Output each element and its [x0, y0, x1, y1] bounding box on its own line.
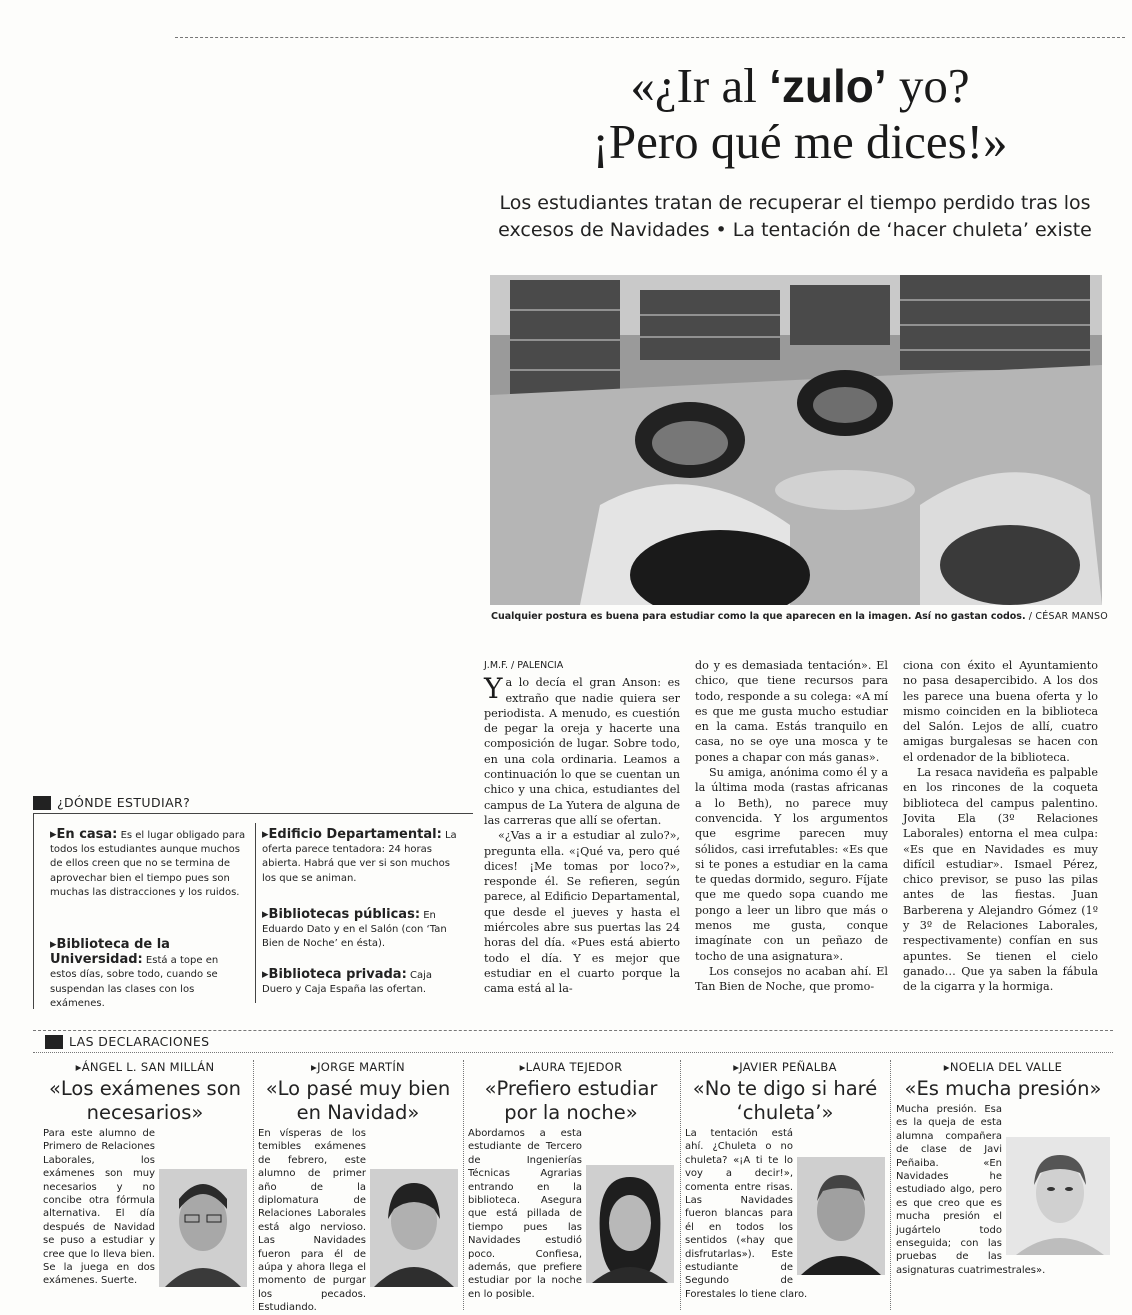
paragraph — [484, 672, 680, 828]
title-pre: «¿Ir al — [630, 58, 770, 113]
where-item-title: ▸Biblioteca privada: — [262, 967, 407, 982]
column-separator — [253, 1060, 254, 1310]
paragraph-text: a lo decía el gran Anson: es extraño que nadie quiera ser periodista. A menudo, es cuestión de pegar la oreja y hacerte una composición de lugar. Sobre todo, en una cola ordinaria. Leamos a continuación lo que se cuentan un chico y una chica, estudiantes del campus de La Yutera de alguna de las carreras que allí se ofertan. — [484, 676, 680, 827]
where-mid-rule — [255, 823, 256, 1003]
paragraph: Los consejos no acaban ahí. El Tan Bien de Noche, que promo- — [695, 964, 888, 994]
portrait-photo — [1006, 1137, 1110, 1255]
where-left-rule — [33, 813, 34, 1009]
declarations-heading-text: LAS DECLARACIONES — [69, 1034, 210, 1049]
declaration-2 — [258, 1060, 458, 1315]
declarations-rule — [33, 1052, 1113, 1053]
declaration-text: La tentación está ahí. ¿Chuleta o no chuleta? «¡A ti te lo voy a decir!», comenta entre risas. Las Navidades fueron blancas para él en todos los sentidos («hay que disfrutarlas»). Este estudiante de Segundo de Forestales lo tiene claro. — [685, 1128, 808, 1300]
article-column-1 — [484, 658, 680, 997]
portrait-photo — [586, 1165, 674, 1283]
where-item-title: ▸Biblioteca de la Universidad: — [50, 937, 170, 968]
where-rule — [33, 813, 473, 814]
subtitle-line2: excesos de Navidades • La tentación de ‘hacer chuleta’ existe — [498, 219, 1092, 241]
where-item-text: Es el lugar obligado para todos los estudiantes aunque muchos de ellos creen que no se termina de aprovechar bien el tiempo pues son muchas las distracciones y los ruidos. — [50, 830, 246, 898]
chart-icon — [33, 796, 51, 810]
where-heading-text: ¿DÓNDE ESTUDIAR? — [57, 795, 191, 810]
where-item-4 — [262, 908, 462, 952]
paragraph: Su amiga, anónima como él y a la última moda (rastas africanas a lo Beth), no parece muy convencida. Y los argumentos que esgrime parecen muy sólidos, casi irrefutables: «Es que si te pones a estudiar en la cama te quedas dormido, seguro. Fíjate que me quedo sopa cuando me pongo a leer un libro que más o menos me gusta, conque imagínate con un peñazo de tocho de una asignatura». — [695, 766, 888, 963]
column-separator — [680, 1060, 681, 1310]
title-bold: ‘zulo’ — [769, 60, 887, 112]
where-item-title: ▸Bibliotecas públicas: — [262, 907, 421, 922]
where-item-title: ▸En casa: — [50, 827, 118, 842]
where-item-text: En Eduardo Dato y en el Salón (con ‘Tan Bien de Noche’ en ésta). — [262, 910, 447, 950]
where-item-5 — [262, 968, 462, 997]
caption-credit: / CÉSAR MANSO — [1025, 611, 1108, 622]
declaration-name: ▸LAURA TEJEDOR — [519, 1060, 623, 1074]
declarations-top-rule — [33, 1030, 1113, 1031]
declaration-quote: «Prefiero estudiar por la noche» — [484, 1077, 658, 1124]
declaration-quote: «Lo pasé muy bien en Navidad» — [265, 1077, 451, 1124]
where-item-title: ▸Edificio Departamental: — [262, 827, 442, 842]
article-column-2 — [695, 658, 888, 995]
subtitle-line1: Los estudiantes tratan de recuperar el tiempo perdido tras los — [499, 192, 1091, 214]
top-rule — [175, 37, 1125, 38]
photo-caption — [491, 611, 1108, 622]
portrait-photo — [797, 1157, 885, 1275]
declaration-1 — [43, 1060, 247, 1289]
paragraph: ciona con éxito el Ayuntamiento no pasa desapercibido. A los dos les parece una buena oferta y lo mismo coinciden en la biblioteca del Salón. Lejos de allí, cuatro amigas burgalesas se hacen con el ordenador de la biblioteca. — [903, 659, 1098, 764]
declaration-name: ▸NOELIA DEL VALLE — [943, 1060, 1063, 1074]
caption-text: Cualquier postura es buena para estudiar como la que aparecen en la imagen. Así no gastan codos. — [491, 611, 1026, 622]
title-post: yo? — [886, 58, 970, 113]
column-separator — [463, 1060, 464, 1310]
paragraph: La resaca navideña es palpable en los rincones de la coqueta biblioteca del campus palentino. Jovita Ela (3º Relaciones Laborales) entorna el mea culpa: «Es que en Navidades es muy difícil estudiar». Ismael Pérez, chico previsor, se puso las pilas antes de las fiestas. Juan Barberena y Alejandro Gómez (1º y 3º de Relaciones Laborales, respectivamente) confían en sus apuntes. Se tienen el cielo ganado… Que ya saben la fábula de la cigarra y la hormiga. — [903, 766, 1098, 994]
declarations-heading — [45, 1034, 210, 1049]
where-item-2 — [50, 938, 246, 1011]
dropcap: Y — [484, 672, 503, 706]
article-subtitle — [490, 190, 1100, 244]
where-item-text: Está a tope en estos días, sobre todo, cuando se suspendan las clases con los exámenes. — [50, 955, 219, 1009]
paragraph: do y es demasiada tentación». El chico, que tiene recursos para todo, responde a su colega: «A mí es que me gusta mucho estudiar en la cama. Estás tranquilo en casa, no se oye una mosca y te pones a chapar con más ganas». — [695, 659, 888, 764]
declaration-name: ▸JORGE MARTÍN — [311, 1060, 405, 1074]
paragraph: «¿Vas a ir a estudiar al zulo?», pregunta ella. «¡Qué va, pero qué dices! ¡Me tomas por loco?», responde él. Se refieren, según parece, al Edificio Departamental, que desde el jueves y hasta el miércoles abre sus puertas las 24 horas del día. «Pues está abierto todo el día. Y es mejor que estudiar en el cuarto porque la cama está al la- — [484, 829, 680, 996]
declaration-body — [685, 1127, 885, 1301]
where-item-text: Caja Duero y Caja España las ofertan. — [262, 970, 432, 996]
declaration-body — [468, 1127, 674, 1301]
declaration-5 — [896, 1060, 1110, 1277]
declaration-text: Para este alumno de Primero de Relaciones Laborales, los exámenes son muy necesarios y no concibe otra fórmula alternativa. El día después de Navidad se puso a estudiar y cree que lo lleva bien. Se la juega en dos exámenes. Suerte. — [43, 1128, 155, 1287]
quote-icon — [45, 1035, 63, 1049]
where-item-3 — [262, 828, 462, 886]
declaration-body — [43, 1127, 247, 1288]
declaration-name: ▸JAVIER PEÑALBA — [733, 1060, 837, 1074]
where-item-text: La oferta parece tentadora: 24 horas abierta. Habrá que ver si son muchos los que se animan. — [262, 830, 457, 884]
portrait-photo — [159, 1169, 247, 1287]
declaration-text: Mucha presión. Esa es la queja de esta alumna compañera de clase de Javi Peñaiba. «En Navidades he estudiado algo, pero es que creo que es mucha presión el jugártelo todo enseguida; con las pruebas de las asignaturas cuatrimestrales». — [896, 1104, 1046, 1276]
declaration-body — [258, 1127, 458, 1315]
declaration-text: Abordamos a esta estudiante de Tercero de Ingenierías Técnicas Agrarias entrando en la biblioteca. Asegura que está pillada de tiempo pues las Navidades estudió poco. Confiesa, además, que prefiere estudiar por la noche en lo posible. — [468, 1128, 582, 1300]
declaration-name: ▸ÁNGEL L. SAN MILLÁN — [75, 1060, 215, 1074]
declaration-quote: «Es mucha presión» — [904, 1077, 1102, 1100]
declaration-quote: «Los exámenes son necesarios» — [48, 1077, 242, 1124]
column-separator — [890, 1060, 891, 1310]
declaration-quote: «No te digo si haré ‘chuleta’» — [692, 1077, 878, 1124]
declaration-body — [896, 1103, 1110, 1277]
portrait-photo — [370, 1169, 458, 1287]
declaration-4 — [685, 1060, 885, 1301]
where-heading — [33, 795, 190, 810]
where-item-1 — [50, 828, 246, 900]
library-photo — [490, 275, 1102, 605]
declaration-3 — [468, 1060, 674, 1301]
declaration-text: En vísperas de los temibles exámenes de febrero, este alumno de primer año de la diplomatura de Relaciones Laborales está algo nervioso. Las Navidades fueron para él de aúpa y ahora llega el momento de purgar los pecados. Estudiando. — [258, 1128, 366, 1314]
article-title — [470, 58, 1130, 170]
title-line2: ¡Pero qué me dices!» — [592, 114, 1008, 169]
article-column-3 — [903, 658, 1098, 995]
byline: J.M.F. / PALENCIA — [484, 660, 564, 671]
